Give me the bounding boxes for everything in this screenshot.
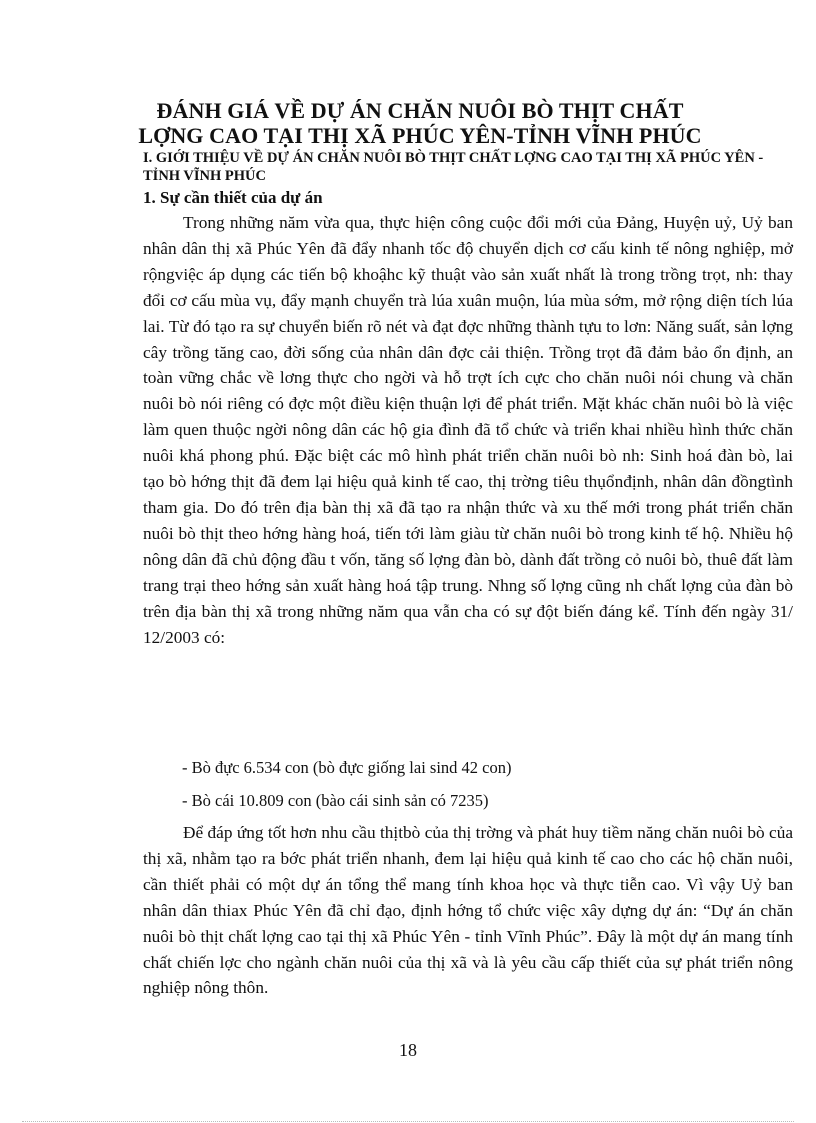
page-bottom-divider	[22, 1121, 794, 1122]
body-paragraph-2: Để đáp ứng tốt hơn nhu cầu thịtbò của thị trờng và phát huy tiềm năng chăn nuôi bò của thị xã, nhằm tạo ra bớc phát triển nhanh, đem lại hiệu quả kinh tế cao cho các hộ chăn nuôi, cần thiết phải có một dự án tổng thể mang tính khoa học và thực tiễn cao. Vì vậy Uỷ ban nhân dân thiax Phúc Yên đã chỉ đạo, định hớng tổ chức việc xây dựng dự án: “Dự án chăn nuôi bò thịt chất lợng cao tại thị xã Phúc Yên - tỉnh Vĩnh Phúc”. Đây là một dự án mang tính chất chiến lợc cho ngành chăn nuôi của thị xã và là yêu cầu cấp thiết của sự phát triển nông nghiệp nông thôn.	[143, 823, 793, 998]
page-number: 18	[399, 1040, 417, 1060]
section-heading: I. GIỚI THIỆU VỀ DỰ ÁN CHĂN NUÔI BÒ THỊT CHẤT LỢNG CAO TẠI THỊ XÃ PHÚC YÊN - TỈNH VĨNH PHÚC	[143, 150, 764, 184]
body-paragraph-1: Trong những năm vừa qua, thực hiện công cuộc đổi mới của Đảng, Huyện uỷ, Uỷ ban nhân dân thị xã Phúc Yên đã đẩy nhanh tốc độ chuyển dịch cơ cấu kinh tế nông nghiệp, mở rộngviệc áp dụng các tiến bộ khoậhc kỹ thuật vào sản xuất nhất là trong trồng trọt, nh: thay đổi cơ cấu mùa vụ, đẩy mạnh chuyển trà lúa xuân muộn, lúa mùa sớm, mở rộng diện tích lúa lai. Từ đó tạo ra sự chuyển biến rõ nét và đạt đợc những thành tựu to lơn: Năng suất, sản lợng cây trồng tăng cao, đời sống của nhân dân đợc cải thiện. Trồng trọt đã đảm bảo ổn định, an toàn vững chắc về lơng thực cho ngời và hỗ trợt ích cực cho chăn nuôi nói chung và chăn nuôi bò nói riêng có đợc một điều kiện thuận lợi để phát triển. Mặt khác chăn nuôi bò là việc làm quen thuộc ngời nông dân các hộ gia đình đã tổ chức và triển khai nhiều hình thức chăn nuôi khá phong phú. Đặc biệt các mô hình phát triển chăn nuôi bò nh: Sinh hoá đàn bò, lai tạo bò hớng thịt đã đem lại hiệu quả kinh tế cao, thị trờng tiêu thụổnđịnh, nhân dân đồngtình tham gia. Do đó trên địa bàn thị xã đã tạo ra nhận thức và xu thế mới trong phát triển chăn nuôi bò thịt theo hớng hàng hoá, tiến tới làm giàu từ chăn nuôi bò trong kinh tế hộ. Nhiều hộ nông dân đã chủ động đầu t vốn, tăng số lợng đàn bò, dành đất trồng cỏ nuôi bò, thuê đất làm trang trại theo hớng sản xuất hàng hoá tập trung. Nhng số lợng cũng nh chất lợng của đàn bò trên địa bàn thị xã trong những năm qua vẫn cha có sự đột biến đáng kể. Tính đến ngày 31/ 12/2003 có:	[143, 213, 793, 647]
subsection-heading: 1. Sự cần thiết của dự án	[143, 188, 323, 207]
bullet-item-female-cattle: - Bò cái 10.809 con (bào cái sinh sản có 7235)	[182, 791, 489, 810]
document-title: ĐÁNH GIÁ VỀ DỰ ÁN CHĂN NUÔI BÒ THỊT CHẤT LỢNG CAO TẠI THỊ XÃ PHÚC YÊN-TỈNH VĨNH PHÚC	[138, 98, 702, 148]
bullet-item-male-cattle: - Bò đực 6.534 con (bò đực giống lai sind 42 con)	[182, 758, 512, 777]
